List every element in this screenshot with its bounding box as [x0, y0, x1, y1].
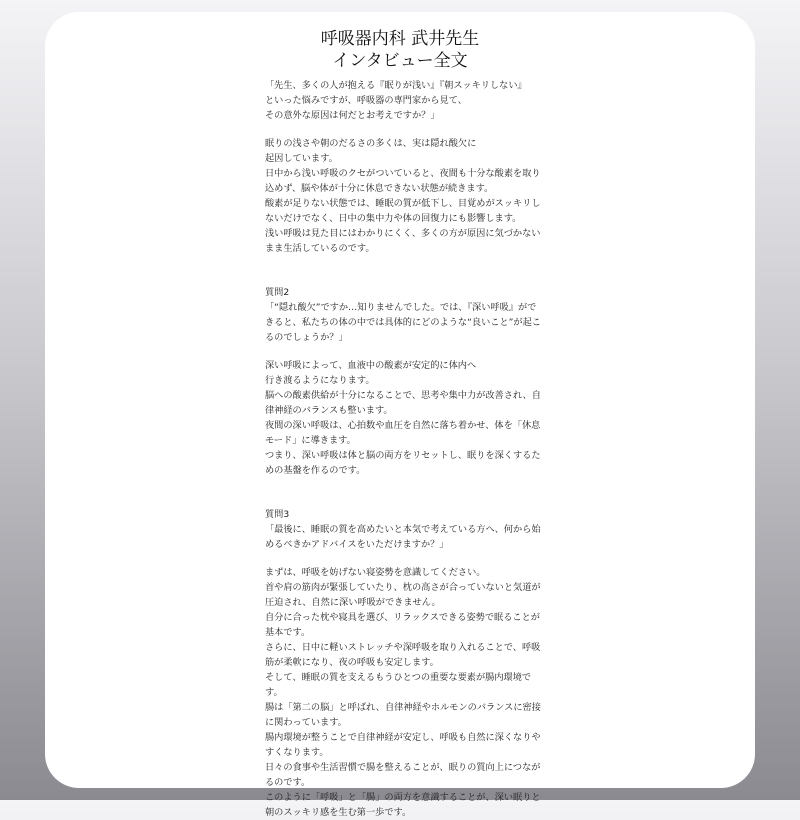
text-line: といった悩みですが、呼吸器の専門家から見て、 [265, 95, 467, 106]
text-line: 日中から浅い呼吸のクセがついていると、夜間も十分な酸素を取り [265, 168, 541, 179]
text-line: 「最後に、睡眠の質を高めたいと本気で考えている方へ、何から始 [265, 524, 541, 535]
text-line: 腸は「第二の脳」と呼ばれ、自律神経やホルモンのバランスに密接 [265, 702, 541, 713]
question-label: 質問2 [265, 287, 290, 298]
text-line: 脳への酸素供給が十分になることで、思考や集中力が改善され、自 [265, 390, 541, 401]
text-line: 「“隠れ酸欠”ですか…知りませんでした。では、『深い呼吸』がで [265, 302, 537, 313]
text-line: 首や肩の筋肉が緊張していたり、枕の高さが合っていないと気道が [265, 582, 541, 593]
text-line: 圧迫され、自然に深い呼吸ができません。 [265, 597, 441, 608]
text-line: 行き渡るようになります。 [265, 375, 375, 386]
text-line: るのです。 [265, 777, 311, 788]
interview-body [265, 78, 541, 820]
text-line: さらに、日中に軽いストレッチや深呼吸を取り入れることで、呼吸 [265, 642, 541, 653]
text-line: 浅い呼吸は見た目にはわかりにくく、多くの方が原因に気づかない [265, 228, 541, 239]
text-line: すくなります。 [265, 747, 329, 758]
text-line: このように「呼吸」と「腸」の両方を意識することが、深い眠りと [265, 792, 541, 803]
text-line: 基本です。 [265, 627, 311, 638]
answer-2 [265, 358, 541, 478]
text-line: ないだけでなく、日中の集中力や体の回復力にも影響します。 [265, 213, 522, 224]
answer-1 [265, 136, 541, 256]
text-line: 夜間の深い呼吸は、心拍数や血圧を自然に落ち着かせ、体を「休息 [265, 420, 541, 431]
text-line: まま生活しているのです。 [265, 243, 375, 254]
text-line: 眠りの浅さや朝のだるさの多くは、実は隠れ酸欠に [265, 138, 477, 149]
text-line: 朝のスッキリ感を生む第一歩です。 [265, 807, 412, 818]
question-2 [265, 285, 541, 345]
text-line: 日々の食事や生活習慣で腸を整えることが、眠りの質向上につなが [265, 762, 541, 773]
text-line: つまり、深い呼吸は体と脳の両方をリセットし、眠りを深くするた [265, 450, 541, 461]
text-line: きると、私たちの体の中では具体的にどのような“良いこと”が起こ [265, 317, 541, 328]
text-line: 深い呼吸によって、血液中の酸素が安定的に体内へ [265, 360, 477, 371]
page-subtitle: インタビュー全文 [332, 51, 468, 71]
text-line: 起因しています。 [265, 153, 338, 164]
text-line: めるべきかアドバイスをいただけますか？」 [265, 539, 449, 550]
text-line: その意外な原因は何だとお考えですか？」 [265, 110, 440, 121]
text-line: まずは、呼吸を妨げない寝姿勢を意識してください。 [265, 567, 486, 578]
text-line: そして、睡眠の質を支えるもうひとつの重要な要素が腸内環境で [265, 672, 532, 683]
text-line: めの基盤を作るのです。 [265, 465, 366, 476]
page-title: 呼吸器内科 武井先生 [320, 29, 480, 49]
question-3 [265, 507, 541, 552]
text-line: 自分に合った枕や寝具を選び、リラックスできる姿勢で眠ることが [265, 612, 540, 623]
text-line: 腸内環境が整うことで自律神経が安定し、呼吸も自然に深くなりや [265, 732, 541, 743]
intro-question [265, 78, 541, 123]
text-line: 酸素が足りない状態では、睡眠の質が低下し、目覚めがスッキリし [265, 198, 541, 209]
text-line: るのでしょうか？」 [265, 332, 348, 343]
text-line: に関わっています。 [265, 717, 347, 728]
text-line: モード」に導きます。 [265, 435, 356, 446]
text-line: 律神経のバランスも整います。 [265, 405, 393, 416]
answer-3 [265, 565, 541, 820]
text-line: 筋が柔軟になり、夜の呼吸も安定します。 [265, 657, 439, 668]
text-line: 「先生、多くの人が抱える『眠りが浅い』『朝スッキリしない』 [265, 80, 527, 91]
text-line: す。 [265, 687, 283, 698]
interview-card [45, 12, 755, 818]
question-label: 質問3 [265, 509, 290, 520]
text-line: 込めず、脳や体が十分に休息できない状態が続きます。 [265, 183, 494, 194]
